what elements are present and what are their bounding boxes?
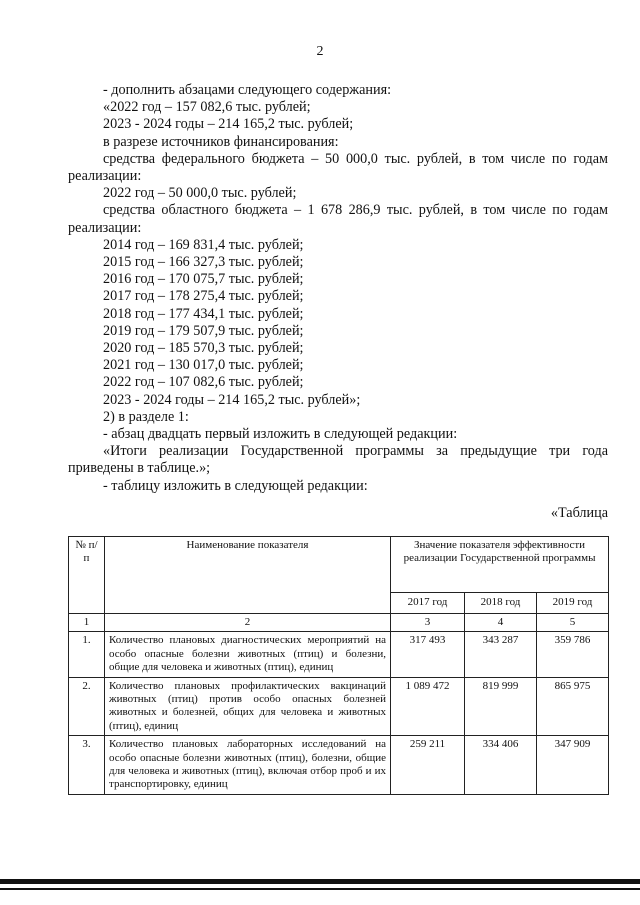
- paragraph: 2020 год – 185 570,3 тыс. рублей;: [103, 340, 304, 357]
- paragraph: 2022 год – 107 082,6 тыс. рублей;: [103, 374, 304, 391]
- row-value: 334 406: [465, 736, 537, 795]
- body-text: [68, 82, 608, 495]
- paragraph: реализации:: [68, 219, 142, 236]
- column-number: 5: [537, 614, 609, 632]
- row-value: 819 999: [465, 677, 537, 736]
- row-value: 317 493: [391, 632, 465, 677]
- paragraph: реализации:: [68, 168, 142, 185]
- paragraph: в разрезе источников финансирования:: [103, 133, 339, 150]
- header-year: 2018 год: [465, 592, 537, 613]
- paragraph: - дополнить абзацами следующего содержания:: [103, 82, 392, 98]
- header-value-group: Значение показателя эффективности реализации Государственной программы: [391, 537, 609, 593]
- paragraph: 2016 год – 170 075,7 тыс. рублей;: [103, 271, 304, 288]
- row-name: Количество плановых диагностических мероприятий на особо опасные болезни животных (птиц) и болезни, общие для человека и животных (птиц), единиц: [105, 632, 391, 677]
- row-value: 865 975: [537, 677, 609, 736]
- row-value: 359 786: [537, 632, 609, 677]
- row-num: 1.: [69, 632, 105, 677]
- row-value: 347 909: [537, 736, 609, 795]
- indicators-table: [68, 536, 609, 795]
- row-name: Количество плановых лабораторных исследований на особо опасные болезни животных (птиц), болезни, общие для человека и животных (птиц), включая отбор проб и их транспортировку, единиц: [105, 736, 391, 795]
- row-num: 3.: [69, 736, 105, 795]
- paragraph: «Итоги реализации Государственной программы за предыдущие три года: [103, 443, 608, 460]
- paragraph: средства федерального бюджета – 50 000,0 тыс. рублей, в том числе по годам: [103, 150, 608, 167]
- column-number: 4: [465, 614, 537, 632]
- paragraph: 2018 год – 177 434,1 тыс. рублей;: [103, 305, 304, 322]
- header-num: № п/п: [69, 537, 105, 614]
- table-caption: «Таблица: [550, 505, 608, 521]
- paragraph: средства областного бюджета – 1 678 286,9 тыс. рублей, в том числе по годам: [103, 202, 608, 219]
- table-row: [69, 677, 609, 736]
- header-year: 2017 год: [391, 592, 465, 613]
- paragraph: 2023 - 2024 годы – 214 165,2 тыс. рублей»;: [103, 391, 361, 408]
- row-value: 1 089 472: [391, 677, 465, 736]
- row-value: 343 287: [465, 632, 537, 677]
- row-num: 2.: [69, 677, 105, 736]
- header-name: Наименование показателя: [105, 537, 391, 614]
- column-number: 1: [69, 614, 105, 632]
- paragraph: 2015 год – 166 327,3 тыс. рублей;: [103, 254, 304, 271]
- header-year: 2019 год: [537, 592, 609, 613]
- paragraph: - абзац двадцать первый изложить в следующей редакции:: [103, 426, 458, 443]
- table-header-row: [69, 537, 609, 593]
- paragraph: 2) в разделе 1:: [103, 408, 189, 425]
- row-value: 259 211: [391, 736, 465, 795]
- paragraph: 2022 год – 50 000,0 тыс. рублей;: [103, 185, 297, 202]
- scan-edge-bar: [0, 879, 640, 884]
- table-row: [69, 632, 609, 677]
- column-number: 2: [105, 614, 391, 632]
- paragraph: 2017 год – 178 275,4 тыс. рублей;: [103, 288, 304, 305]
- paragraph: 2021 год – 130 017,0 тыс. рублей;: [103, 357, 304, 374]
- scan-edge-line: [0, 888, 640, 890]
- table-row: [69, 736, 609, 795]
- paragraph: - таблицу изложить в следующей редакции:: [103, 477, 368, 494]
- column-numbers-row: [69, 614, 609, 632]
- paragraph: «2022 год – 157 082,6 тыс. рублей;: [103, 99, 311, 116]
- column-number: 3: [391, 614, 465, 632]
- row-name: Количество плановых профилактических вакцинаций животных (птиц) против особо опасных болезней животных и болезней, общих для человека и животных (птиц), единиц: [105, 677, 391, 736]
- page-number: 2: [316, 44, 324, 59]
- paragraph: приведены в таблице.»;: [68, 460, 211, 477]
- paragraph: 2023 - 2024 годы – 214 165,2 тыс. рублей;: [103, 116, 354, 133]
- paragraph: 2014 год – 169 831,4 тыс. рублей;: [103, 236, 304, 253]
- paragraph: 2019 год – 179 507,9 тыс. рублей;: [103, 322, 304, 339]
